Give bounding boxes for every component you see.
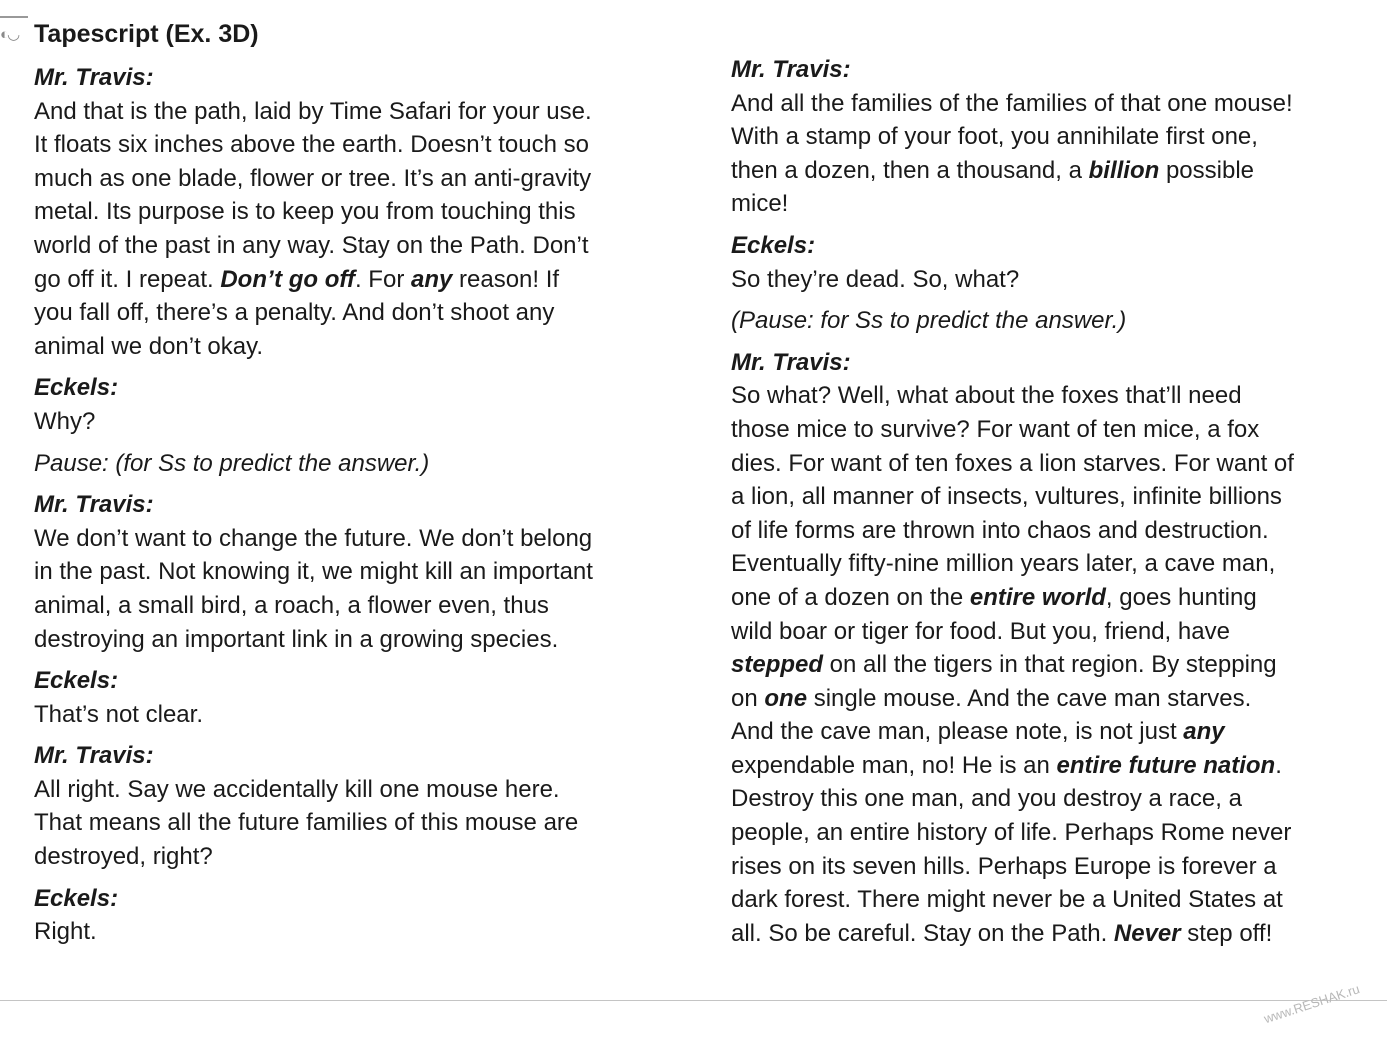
top-rule: [0, 16, 28, 18]
text-line: Right.: [34, 918, 97, 946]
dialogue-text: [731, 87, 1381, 221]
dialogue-block: [731, 53, 1381, 221]
text-line: animal, a small bird, a roach, a flower even, thus: [34, 591, 549, 619]
text-line: With a stamp of your foot, you annihilate first one,: [731, 123, 1258, 151]
text-line: destroyed, right?: [34, 843, 213, 871]
text-line: [731, 682, 1381, 716]
text-fragment: on: [731, 684, 765, 712]
dialogue-text: [731, 263, 1381, 297]
text-fragment: on all the tigers in that region. By stepping: [823, 651, 1277, 679]
page-title: Tapescript (Ex. 3D): [34, 20, 259, 48]
speaker-label: Eckels:: [34, 374, 119, 402]
speaker-label: Mr. Travis:: [34, 491, 154, 519]
text-line: That’s not clear.: [34, 700, 203, 728]
text-line: [731, 648, 1381, 682]
right-column: [731, 53, 1381, 958]
text-line: those mice to survive? For want of ten mice, a fox: [731, 415, 1260, 443]
text-fragment: possible: [1159, 156, 1255, 184]
speaker-label: Eckels:: [34, 667, 119, 695]
emphasis-text: any: [410, 265, 453, 293]
text-line: [731, 581, 1381, 615]
text-line: [731, 917, 1381, 951]
text-fragment: single mouse. And the cave man starves.: [807, 684, 1252, 712]
text-line: [731, 715, 1381, 749]
text-line: [34, 263, 694, 297]
emphasis-text: stepped: [731, 651, 824, 679]
text-fragment: . For: [354, 265, 411, 293]
emphasis-text: entire world: [969, 583, 1106, 611]
text-line: We don’t want to change the future. We don’t belong: [34, 524, 593, 552]
text-line: animal we don’t okay.: [34, 332, 264, 360]
speaker-label: Eckels:: [731, 231, 816, 259]
text-line: wild boar or tiger for food. But you, friend, have: [731, 617, 1230, 645]
text-line: All right. Say we accidentally kill one mouse here.: [34, 775, 560, 803]
text-line: Destroy this one man, and you destroy a race, a: [731, 785, 1242, 813]
dialogue-block: [34, 882, 694, 949]
text-line: Eventually fifty-nine million years later, a cave man,: [731, 550, 1276, 578]
text-fragment: , goes hunting: [1105, 583, 1257, 611]
speaker-label: Mr. Travis:: [34, 742, 154, 770]
emphasis-text: one: [764, 684, 808, 712]
emphasis-text: entire future nation: [1056, 751, 1276, 779]
text-fragment: then a dozen, then a thousand, a: [731, 156, 1089, 184]
text-line: [731, 154, 1381, 188]
dialogue-block: [731, 229, 1381, 338]
text-fragment: go off it. I repeat.: [34, 265, 221, 293]
dialogue-block: [34, 739, 694, 873]
text-line: And that is the path, laid by Time Safari for your use.: [34, 97, 592, 125]
text-line: rises on its seven hills. Perhaps Europe is forever a: [731, 852, 1277, 880]
dialogue-block: [34, 371, 694, 480]
text-line: of life forms are thrown into chaos and destruction.: [731, 516, 1269, 544]
dialogue-text: [34, 522, 694, 656]
bottom-rule: [0, 1000, 1387, 1001]
text-line: dies. For want of ten foxes a lion starves. For want of: [731, 449, 1294, 477]
dialogue-block: [34, 664, 694, 731]
text-line: It floats six inches above the earth. Doesn’t touch so: [34, 131, 589, 159]
text-line: in the past. Not knowing it, we might kill an important: [34, 558, 593, 586]
text-line: people, an entire history of life. Perhaps Rome never: [731, 819, 1292, 847]
dialogue-block: [34, 61, 694, 363]
dialogue-text: [34, 915, 694, 949]
pause-note: Pause: (for Ss to predict the answer.): [34, 449, 430, 477]
text-line: mice!: [731, 190, 789, 218]
text-line: dark forest. There might never be a United States at: [731, 886, 1283, 914]
speaker-label: Mr. Travis:: [731, 56, 851, 83]
dialogue-block: [731, 346, 1381, 951]
speaker-label: Eckels:: [34, 884, 119, 912]
emphasis-text: billion: [1088, 156, 1160, 184]
watermark: www.RESHAK.ru: [1262, 981, 1362, 1027]
emphasis-text: Don’t go off: [220, 265, 355, 293]
text-line: So they’re dead. So, what?: [731, 265, 1020, 293]
text-fragment: And the cave man, please note, is not just: [731, 718, 1184, 746]
text-fragment: step off!: [1180, 919, 1273, 947]
dialogue-text: [34, 95, 694, 364]
emphasis-text: any: [1183, 718, 1225, 746]
dialogue-text: [34, 698, 694, 732]
text-line: metal. Its purpose is to keep you from touching this: [34, 198, 576, 226]
text-line: Why?: [34, 407, 96, 435]
text-line: destroying an important link in a growing species.: [34, 625, 559, 653]
text-line: much as one blade, flower or tree. It’s an anti-gravity: [34, 164, 592, 192]
text-fragment: all. So be careful. Stay on the Path.: [731, 919, 1114, 947]
emphasis-text: Never: [1113, 919, 1181, 947]
left-column: [34, 61, 694, 957]
dialogue-text: [34, 773, 694, 874]
pause-note: (Pause: for Ss to predict the answer.): [731, 307, 1127, 335]
text-line: world of the past in any way. Stay on the Path. Don’t: [34, 231, 589, 259]
dialogue-block: [34, 488, 694, 656]
speaker-label: Mr. Travis:: [731, 348, 851, 376]
text-line: That means all the future families of this mouse are: [34, 809, 579, 837]
text-line: [731, 749, 1381, 783]
text-fragment: .: [1275, 751, 1282, 779]
text-fragment: reason! If: [452, 265, 560, 293]
audio-icon: ◐◡: [0, 26, 19, 43]
text-fragment: expendable man, no! He is an: [731, 751, 1057, 779]
dialogue-text: [34, 405, 694, 439]
dialogue-text: [731, 379, 1381, 950]
text-line: So what? Well, what about the foxes that’ll need: [731, 382, 1242, 410]
text-line: And all the families of the families of that one mouse!: [731, 89, 1293, 117]
speaker-label: Mr. Travis:: [34, 64, 154, 91]
text-fragment: one of a dozen on the: [731, 583, 970, 611]
text-line: you fall off, there’s a penalty. And don’t shoot any: [34, 299, 555, 327]
text-line: a lion, all manner of insects, vultures, infinite billions: [731, 483, 1282, 511]
